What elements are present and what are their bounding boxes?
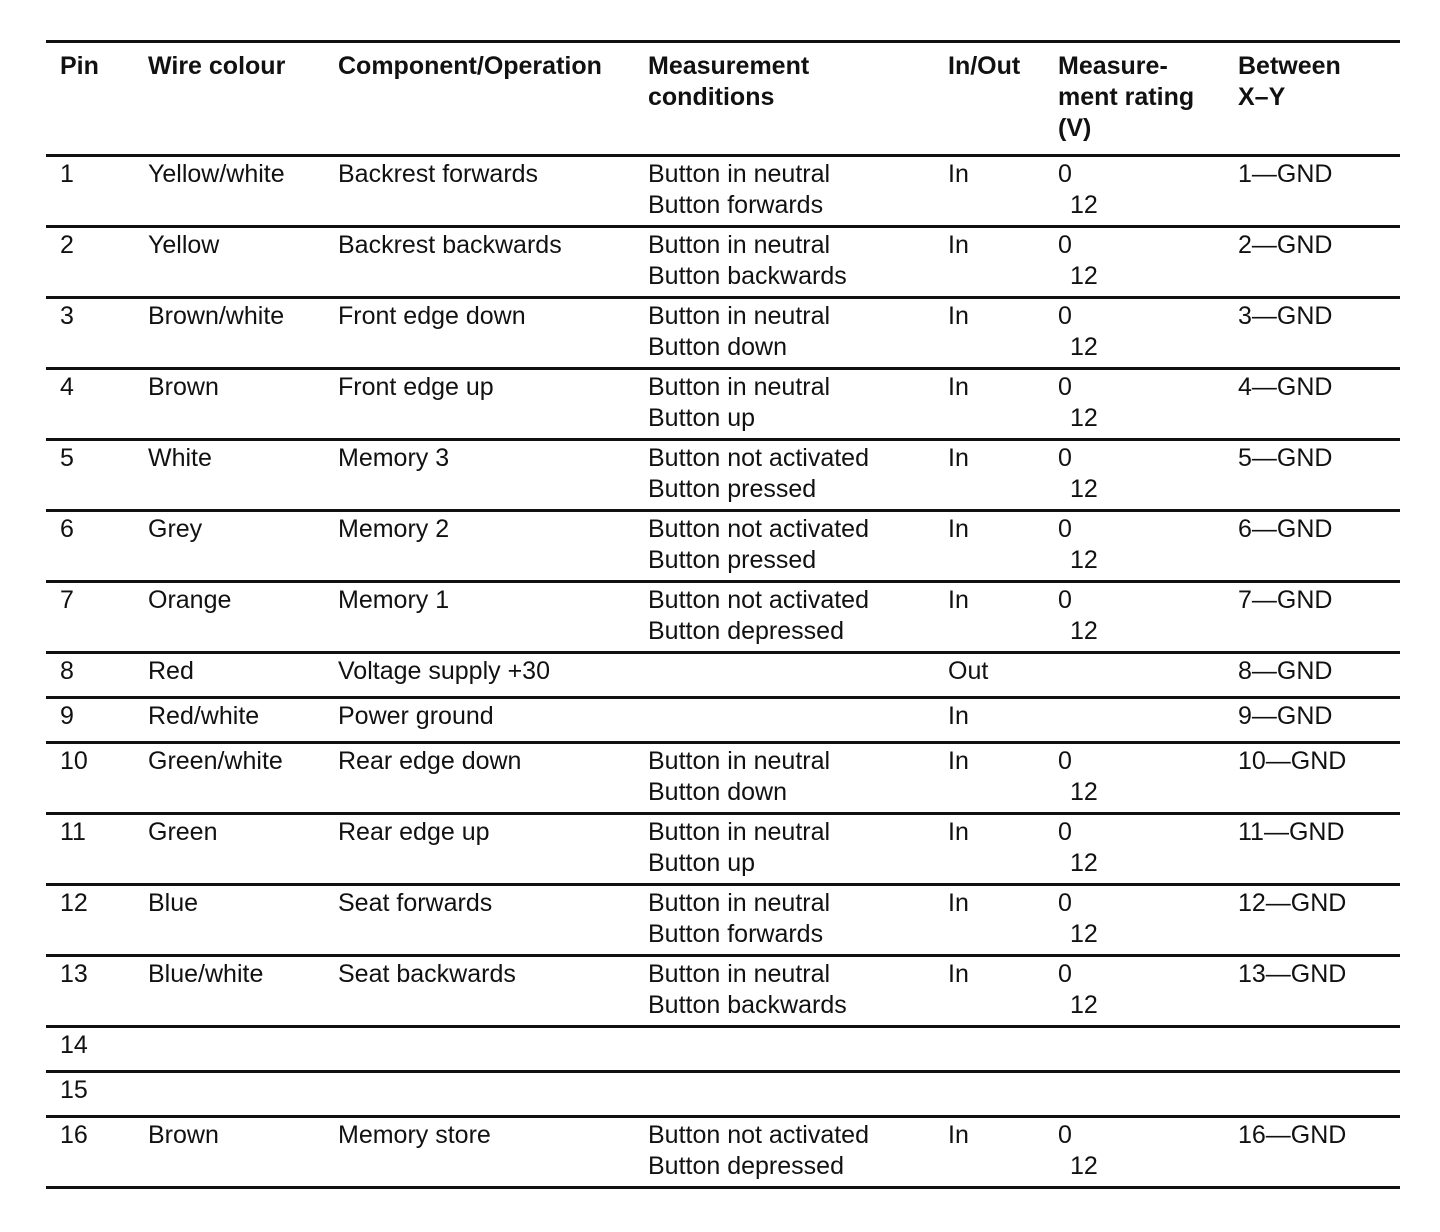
table-row: [46, 698, 1400, 743]
condition-line2: Button backwards: [648, 262, 847, 290]
cell-measurement-rating: [1044, 956, 1224, 1027]
cell-between: 3—GND: [1224, 298, 1400, 369]
cell-wire-colour: Orange: [134, 582, 324, 653]
cell-measurement-conditions: [634, 369, 934, 440]
cell-between: 10—GND: [1224, 743, 1400, 814]
cell-pin: 2: [46, 227, 134, 298]
cell-in-out: In: [934, 227, 1044, 298]
rating-line2: 12: [1070, 546, 1098, 574]
cell-measurement-rating: [1044, 1027, 1224, 1072]
condition-line2: Button forwards: [648, 191, 824, 219]
cell-pin: 16: [46, 1117, 134, 1188]
table-row: [46, 369, 1400, 440]
cell-wire-colour: Green/white: [134, 743, 324, 814]
cell-component: Memory 3: [324, 440, 634, 511]
cell-measurement-rating: [1044, 511, 1224, 582]
cell-wire-colour: Brown: [134, 1117, 324, 1188]
condition-line1: Button in neutral: [648, 160, 831, 188]
rating-line1: 0: [1058, 160, 1072, 188]
table-row: [46, 885, 1400, 956]
cell-measurement-rating: [1044, 298, 1224, 369]
condition-line2: Button depressed: [648, 1152, 844, 1180]
header-component: Component/Operation: [324, 42, 634, 156]
header-conditions-line1: Measurement: [648, 52, 810, 80]
condition-line1: Button in neutral: [648, 373, 831, 401]
cell-in-out: Out: [934, 653, 1044, 698]
rating-line2: 12: [1070, 920, 1098, 948]
cell-component: Seat backwards: [324, 956, 634, 1027]
rating-line1: 0: [1058, 302, 1072, 330]
condition-line1: Button in neutral: [648, 889, 831, 917]
cell-measurement-conditions: [634, 1117, 934, 1188]
rating-line1: 0: [1058, 889, 1072, 917]
cell-between: 2—GND: [1224, 227, 1400, 298]
cell-component: Memory store: [324, 1117, 634, 1188]
condition-line1: Button not activated: [648, 1121, 869, 1149]
cell-wire-colour: Brown: [134, 369, 324, 440]
table-row: [46, 227, 1400, 298]
table-row: [46, 814, 1400, 885]
cell-measurement-rating: [1044, 582, 1224, 653]
cell-between: 11—GND: [1224, 814, 1400, 885]
cell-component: [324, 1072, 634, 1117]
cell-between: 12—GND: [1224, 885, 1400, 956]
cell-in-out: In: [934, 156, 1044, 227]
cell-component: [324, 1027, 634, 1072]
header-rating-line1: Measure-: [1058, 52, 1168, 80]
table-row: [46, 1027, 1400, 1072]
table-row: [46, 956, 1400, 1027]
cell-measurement-conditions: [634, 743, 934, 814]
header-wire-colour: Wire colour: [134, 42, 324, 156]
cell-measurement-conditions: [634, 885, 934, 956]
table-row: [46, 1117, 1400, 1188]
rating-line2: 12: [1070, 778, 1098, 806]
cell-pin: 5: [46, 440, 134, 511]
cell-pin: 14: [46, 1027, 134, 1072]
cell-in-out: In: [934, 885, 1044, 956]
cell-measurement-conditions: [634, 440, 934, 511]
cell-measurement-rating: [1044, 440, 1224, 511]
cell-pin: 3: [46, 298, 134, 369]
cell-wire-colour: Red/white: [134, 698, 324, 743]
rating-line1: 0: [1058, 586, 1072, 614]
table-row: [46, 156, 1400, 227]
condition-line2: Button pressed: [648, 475, 817, 503]
cell-in-out: In: [934, 698, 1044, 743]
cell-component: Power ground: [324, 698, 634, 743]
cell-wire-colour: [134, 1027, 324, 1072]
cell-measurement-rating: [1044, 156, 1224, 227]
rating-line1: 0: [1058, 960, 1072, 988]
cell-measurement-conditions: [634, 156, 934, 227]
cell-wire-colour: White: [134, 440, 324, 511]
cell-between: 9—GND: [1224, 698, 1400, 743]
cell-wire-colour: Grey: [134, 511, 324, 582]
cell-between: 7—GND: [1224, 582, 1400, 653]
cell-between: 1—GND: [1224, 156, 1400, 227]
condition-line1: Button in neutral: [648, 747, 831, 775]
cell-pin: 15: [46, 1072, 134, 1117]
cell-between: 5—GND: [1224, 440, 1400, 511]
cell-component: Backrest forwards: [324, 156, 634, 227]
header-rating-line3: (V): [1058, 114, 1092, 142]
cell-measurement-rating: [1044, 1117, 1224, 1188]
cell-component: Front edge up: [324, 369, 634, 440]
pin-assignment-table: [46, 40, 1400, 1189]
cell-measurement-conditions: [634, 298, 934, 369]
cell-between: 13—GND: [1224, 956, 1400, 1027]
rating-line1: 0: [1058, 515, 1072, 543]
condition-line1: Button in neutral: [648, 302, 831, 330]
cell-wire-colour: Red: [134, 653, 324, 698]
rating-line2: 12: [1070, 475, 1098, 503]
rating-line1: 0: [1058, 231, 1072, 259]
cell-wire-colour: Yellow/white: [134, 156, 324, 227]
table-body: [46, 156, 1400, 1188]
cell-component: Voltage supply +30: [324, 653, 634, 698]
cell-pin: 13: [46, 956, 134, 1027]
rating-line1: 0: [1058, 444, 1072, 472]
cell-in-out: In: [934, 582, 1044, 653]
pin-table-container: [46, 40, 1400, 1189]
cell-pin: 10: [46, 743, 134, 814]
cell-measurement-rating: [1044, 814, 1224, 885]
cell-measurement-rating: [1044, 743, 1224, 814]
header-row: [46, 42, 1400, 156]
cell-component: Front edge down: [324, 298, 634, 369]
cell-in-out: In: [934, 440, 1044, 511]
cell-between: [1224, 1072, 1400, 1117]
rating-line1: 0: [1058, 818, 1072, 846]
header-between-line1: Between: [1238, 52, 1341, 80]
cell-measurement-conditions: [634, 814, 934, 885]
cell-wire-colour: Brown/white: [134, 298, 324, 369]
condition-line2: Button up: [648, 849, 756, 877]
cell-between: 4—GND: [1224, 369, 1400, 440]
condition-line1: Button not activated: [648, 444, 869, 472]
rating-line2: 12: [1070, 991, 1098, 1019]
condition-line1: Button not activated: [648, 586, 869, 614]
cell-component: Seat forwards: [324, 885, 634, 956]
condition-line1: Button not activated: [648, 515, 869, 543]
cell-in-out: In: [934, 298, 1044, 369]
condition-line2: Button up: [648, 404, 756, 432]
condition-line2: Button down: [648, 778, 787, 806]
cell-in-out: In: [934, 369, 1044, 440]
header-between-line2: X–Y: [1238, 83, 1286, 111]
cell-in-out: In: [934, 743, 1044, 814]
header-rating-line2: ment rating: [1058, 83, 1195, 111]
rating-line2: 12: [1070, 1152, 1098, 1180]
cell-in-out: [934, 1027, 1044, 1072]
table-row: [46, 440, 1400, 511]
cell-in-out: [934, 1072, 1044, 1117]
condition-line2: Button pressed: [648, 546, 817, 574]
header-measurement-rating: [1044, 42, 1224, 156]
rating-line2: 12: [1070, 404, 1098, 432]
cell-component: Backrest backwards: [324, 227, 634, 298]
cell-in-out: In: [934, 511, 1044, 582]
cell-component: Memory 2: [324, 511, 634, 582]
cell-component: Rear edge down: [324, 743, 634, 814]
header-conditions-line2: conditions: [648, 83, 775, 111]
rating-line2: 12: [1070, 617, 1098, 645]
table-row: [46, 1072, 1400, 1117]
condition-line1: Button in neutral: [648, 818, 831, 846]
cell-component: Rear edge up: [324, 814, 634, 885]
table-row: [46, 298, 1400, 369]
cell-pin: 1: [46, 156, 134, 227]
cell-wire-colour: Blue: [134, 885, 324, 956]
rating-line2: 12: [1070, 333, 1098, 361]
rating-line1: 0: [1058, 747, 1072, 775]
condition-line2: Button depressed: [648, 617, 844, 645]
cell-pin: 7: [46, 582, 134, 653]
cell-measurement-rating: [1044, 369, 1224, 440]
rating-line2: 12: [1070, 191, 1098, 219]
cell-measurement-rating: [1044, 885, 1224, 956]
cell-between: 8—GND: [1224, 653, 1400, 698]
table-header: [46, 42, 1400, 156]
cell-measurement-conditions: [634, 511, 934, 582]
condition-line2: Button down: [648, 333, 787, 361]
header-measurement-conditions: [634, 42, 934, 156]
cell-between: 6—GND: [1224, 511, 1400, 582]
cell-measurement-rating: [1044, 1072, 1224, 1117]
cell-wire-colour: Yellow: [134, 227, 324, 298]
cell-measurement-conditions: [634, 956, 934, 1027]
rating-line2: 12: [1070, 262, 1098, 290]
rating-line1: 0: [1058, 1121, 1072, 1149]
cell-between: [1224, 1027, 1400, 1072]
cell-measurement-rating: [1044, 653, 1224, 698]
cell-in-out: In: [934, 1117, 1044, 1188]
condition-line2: Button backwards: [648, 991, 847, 1019]
cell-pin: 9: [46, 698, 134, 743]
rating-line1: 0: [1058, 373, 1072, 401]
header-pin: Pin: [46, 42, 134, 156]
table-row: [46, 511, 1400, 582]
cell-wire-colour: Blue/white: [134, 956, 324, 1027]
cell-measurement-rating: [1044, 227, 1224, 298]
cell-in-out: In: [934, 956, 1044, 1027]
cell-wire-colour: [134, 1072, 324, 1117]
cell-pin: 8: [46, 653, 134, 698]
condition-line1: Button in neutral: [648, 231, 831, 259]
cell-measurement-conditions: [634, 1072, 934, 1117]
cell-wire-colour: Green: [134, 814, 324, 885]
header-between: [1224, 42, 1400, 156]
table-row: [46, 582, 1400, 653]
cell-pin: 12: [46, 885, 134, 956]
cell-in-out: In: [934, 814, 1044, 885]
cell-measurement-conditions: [634, 653, 934, 698]
rating-line2: 12: [1070, 849, 1098, 877]
cell-pin: 4: [46, 369, 134, 440]
condition-line2: Button forwards: [648, 920, 824, 948]
cell-pin: 11: [46, 814, 134, 885]
cell-measurement-rating: [1044, 698, 1224, 743]
cell-pin: 6: [46, 511, 134, 582]
cell-measurement-conditions: [634, 1027, 934, 1072]
condition-line1: Button in neutral: [648, 960, 831, 988]
cell-between: 16—GND: [1224, 1117, 1400, 1188]
cell-component: Memory 1: [324, 582, 634, 653]
table-row: [46, 653, 1400, 698]
cell-measurement-conditions: [634, 698, 934, 743]
header-in-out: In/Out: [934, 42, 1044, 156]
cell-measurement-conditions: [634, 582, 934, 653]
cell-measurement-conditions: [634, 227, 934, 298]
table-row: [46, 743, 1400, 814]
